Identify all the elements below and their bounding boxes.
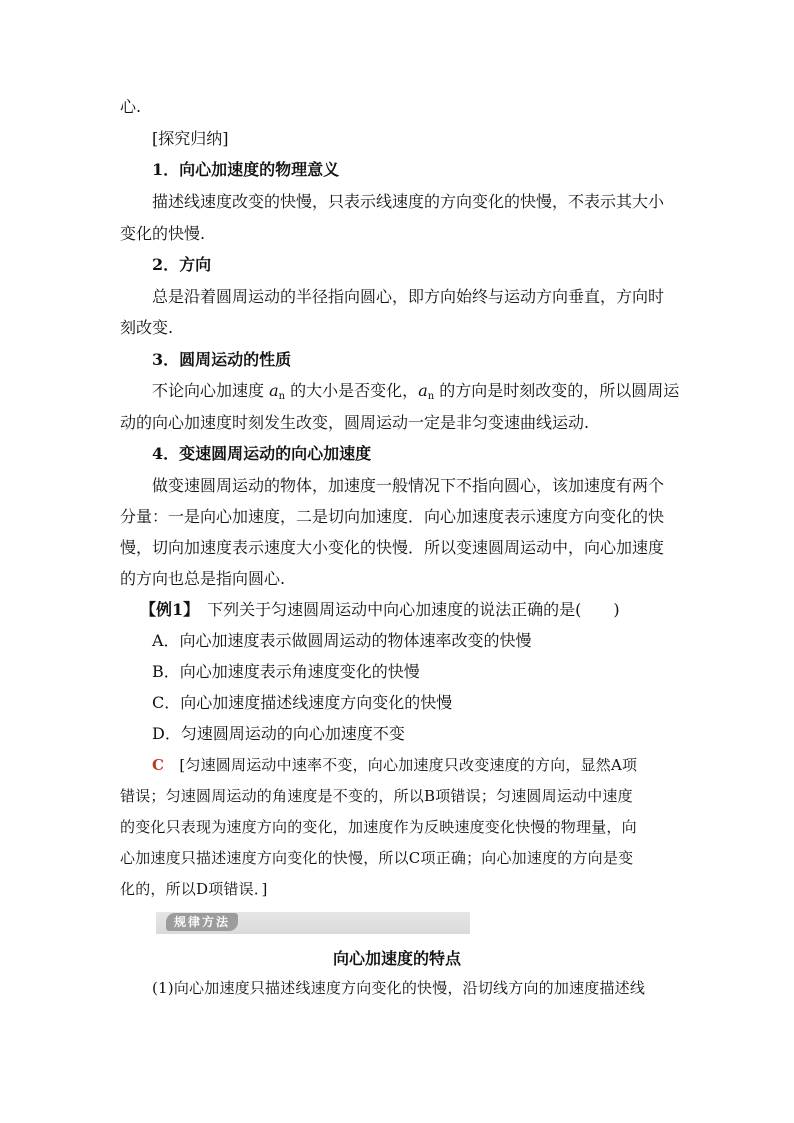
- paragraph-line: 描述线速度改变的快慢，只表示线速度的方向变化的快慢，不表示其大小: [152, 192, 665, 211]
- explanation-line: 的变化只表现为速度方向的变化，加速度作为反映速度变化快慢的物理量，向: [120, 818, 637, 836]
- symbol-a: a: [418, 381, 428, 400]
- example-text: 下列关于匀速圆周运动中向心加速度的说法正确的是( ): [191, 600, 620, 619]
- section-label: [探究归纳]: [152, 129, 229, 148]
- heading-1: 1．向心加速度的物理意义: [152, 160, 340, 179]
- option-c: C．向心加速度描述线速度方向变化的快慢: [152, 693, 453, 712]
- explanation-line: [152, 755, 637, 775]
- method-tag: 规律方法: [166, 913, 238, 931]
- paragraph-line: 变化的快慢.: [120, 224, 206, 243]
- symbol-a: a: [269, 381, 279, 400]
- method-banner: [156, 912, 470, 934]
- heading-3: 3．圆周运动的性质: [152, 350, 292, 369]
- option-a: A．向心加速度表示做圆周运动的物体速率改变的快慢: [152, 631, 532, 650]
- answer-letter: C: [152, 756, 165, 774]
- paragraph-line: 做变速圆周运动的物体，加速度一般情况下不指向圆心，该加速度有两个: [152, 476, 665, 495]
- text-span: 不论向心加速度: [152, 381, 270, 400]
- subscript-n: n: [427, 391, 435, 402]
- paragraph-line: 的方向也总是指向圆心.: [120, 569, 286, 588]
- text-line: 心.: [120, 97, 142, 116]
- example-question: [140, 600, 620, 620]
- explanation-line: 化的，所以D项错误．]: [120, 880, 268, 898]
- paragraph-line: 慢，切向加速度表示速度大小变化的快慢．所以变速圆周运动中，向心加速度: [120, 538, 665, 557]
- paragraph-line: 分量：一是向心加速度，二是切向加速度．向心加速度表示速度方向变化的快: [120, 507, 665, 526]
- heading-4: 4．变速圆周运动的向心加速度: [152, 444, 372, 463]
- text-span: 的方向是时刻改变的，所以圆周运: [434, 381, 680, 400]
- option-d: D．匀速圆周运动的向心加速度不变: [152, 724, 405, 743]
- example-label: 【例1】: [140, 600, 192, 619]
- paragraph-line: 刻改变.: [120, 318, 174, 337]
- section-title: 向心加速度的特点: [332, 949, 461, 968]
- explanation-line: 心加速度只描述速度方向变化的快慢，所以C项正确；向心加速度的方向是变: [120, 849, 634, 867]
- explanation-text: [匀速圆周运动中速率不变，向心加速度只改变速度的方向，显然A项: [164, 756, 638, 774]
- text-span: 的大小是否变化，: [285, 381, 419, 400]
- paragraph-line: (1)向心加速度只描述线速度方向变化的快慢，沿切线方向的加速度描述线: [152, 979, 646, 997]
- subscript-n: n: [278, 391, 286, 402]
- heading-2: 2．方向: [152, 255, 212, 274]
- paragraph-line: 动的向心加速度时刻发生改变，圆周运动一定是非匀变速曲线运动.: [120, 413, 590, 432]
- paragraph-line: 总是沿着圆周运动的半径指向圆心，即方向始终与运动方向垂直，方向时: [152, 287, 665, 306]
- paragraph-line: [152, 381, 679, 407]
- explanation-line: 错误；匀速圆周运动的角速度是不变的，所以B项错误；匀速圆周运动中速度: [120, 787, 633, 805]
- option-b: B．向心加速度表示角速度变化的快慢: [152, 662, 420, 681]
